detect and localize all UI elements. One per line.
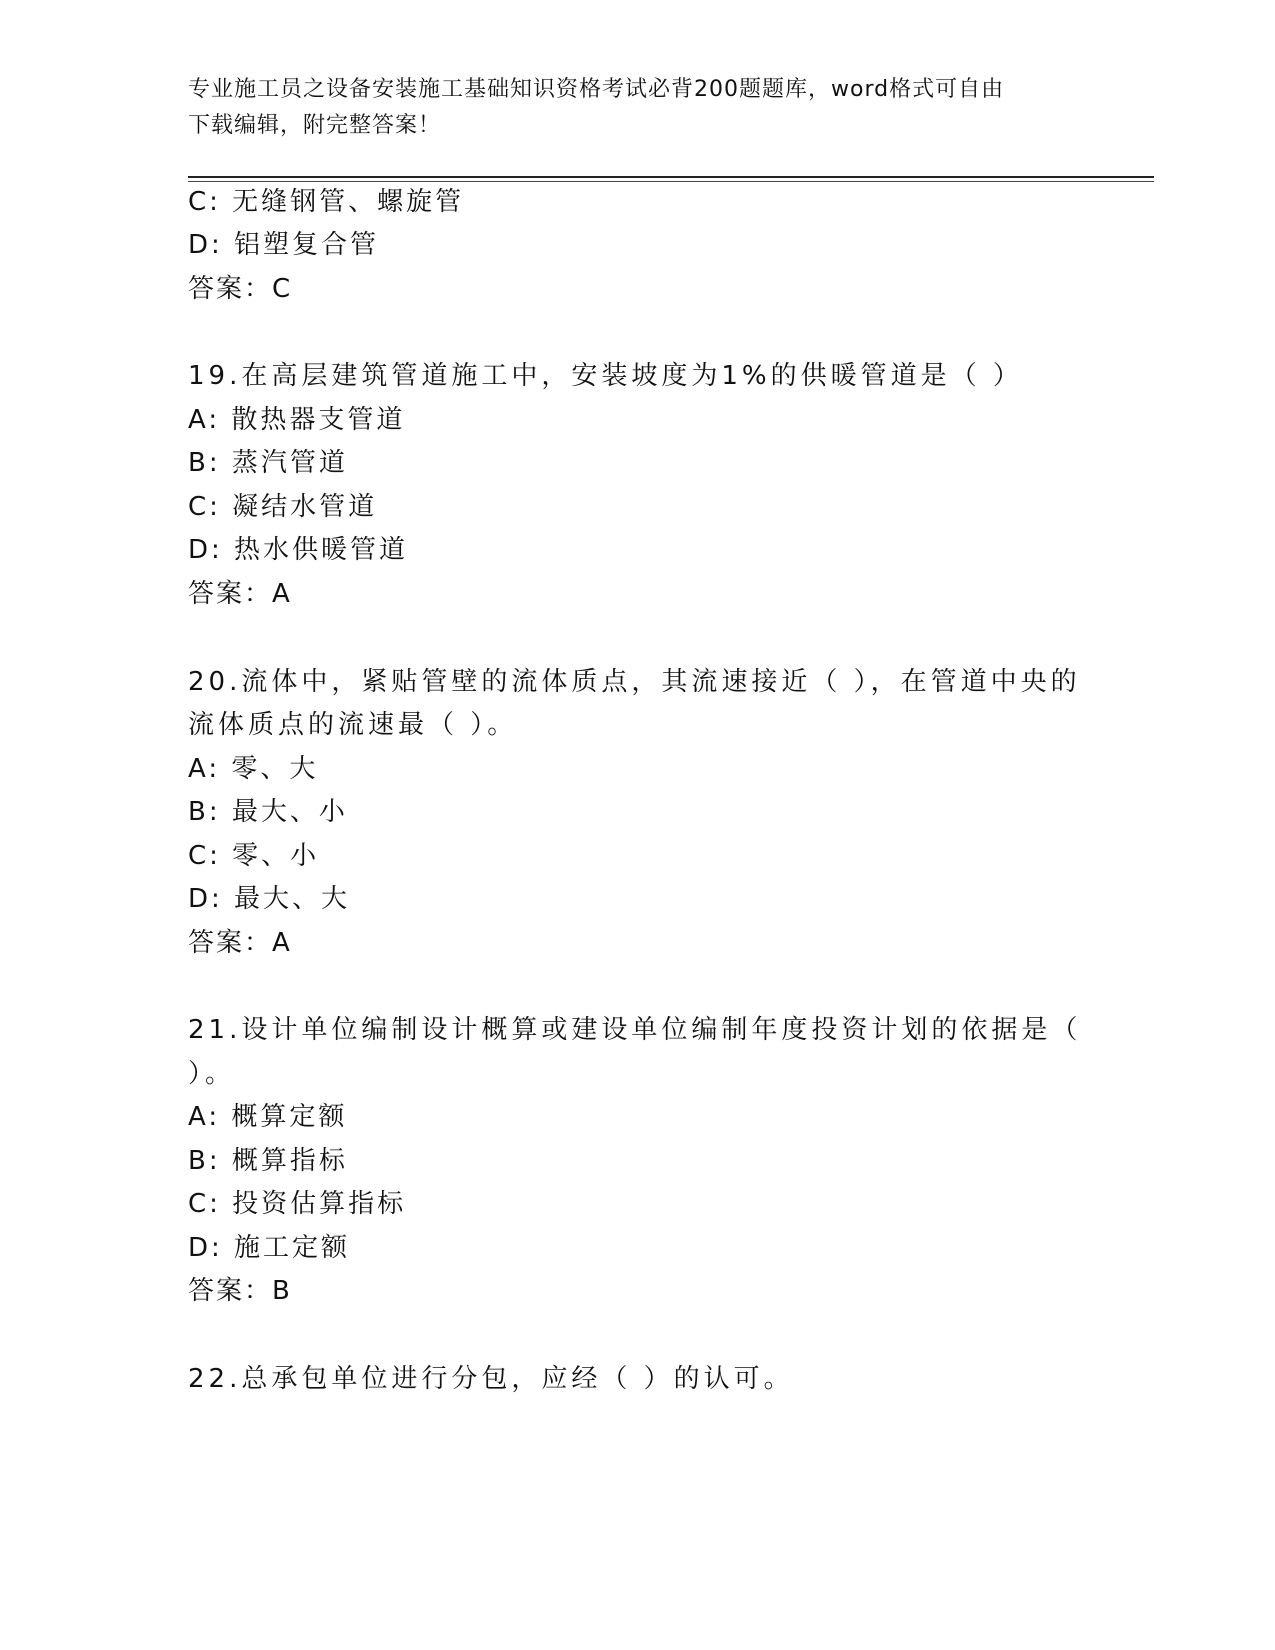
q21-option-a: A: 概算定额 bbox=[188, 1102, 348, 1132]
header-divider-thick bbox=[188, 176, 1154, 178]
q21-answer: 答案：B bbox=[188, 1276, 292, 1306]
q20-option-a: A: 零、大 bbox=[188, 754, 319, 784]
q22-stem: 22.总承包单位进行分包，应经（ ）的认可。 bbox=[188, 1364, 794, 1394]
q20-option-d: D: 最大、大 bbox=[188, 884, 351, 914]
q20-answer: 答案：A bbox=[188, 928, 292, 958]
q20-stem-line-2: 流体质点的流速最（ ）。 bbox=[188, 710, 518, 740]
q19-stem: 19.在高层建筑管道施工中，安装坡度为1%的供暖管道是（ ） bbox=[188, 361, 1023, 391]
q21-option-b: B: 概算指标 bbox=[188, 1146, 348, 1176]
header-divider-thin bbox=[188, 181, 1154, 182]
q19-option-a: A: 散热器支管道 bbox=[188, 405, 406, 435]
q20-option-b: B: 最大、小 bbox=[188, 797, 348, 827]
q21-stem-line-1: 21.设计单位编制设计概算或建设单位编制年度投资计划的依据是（ bbox=[188, 1015, 1082, 1045]
q19-option-c: C: 凝结水管道 bbox=[188, 492, 378, 522]
q18-option-c: C: 无缝钢管、螺旋管 bbox=[188, 187, 465, 217]
q21-option-d: D: 施工定额 bbox=[188, 1233, 351, 1263]
document-header bbox=[188, 72, 1088, 144]
q21-stem-line-2: ）。 bbox=[188, 1059, 236, 1089]
q18-answer: 答案：C bbox=[188, 274, 293, 304]
q19-option-d: D: 热水供暖管道 bbox=[188, 535, 409, 565]
q19-option-b: B: 蒸汽管道 bbox=[188, 448, 348, 478]
q21-option-c: C: 投资估算指标 bbox=[188, 1189, 407, 1219]
q19-answer: 答案：A bbox=[188, 579, 292, 609]
header-title-line-2: 下载编辑，附完整答案！ bbox=[188, 113, 442, 138]
q18-option-d: D: 铝塑复合管 bbox=[188, 230, 380, 260]
header-title-line-1: 专业施工员之设备安装施工基础知识资格考试必背200题题库，word格式可自由 bbox=[188, 77, 1005, 102]
q20-stem-line-1: 20.流体中，紧贴管壁的流体质点，其流速接近（ ），在管道中央的 bbox=[188, 667, 1081, 697]
q20-option-c: C: 零、小 bbox=[188, 841, 320, 871]
